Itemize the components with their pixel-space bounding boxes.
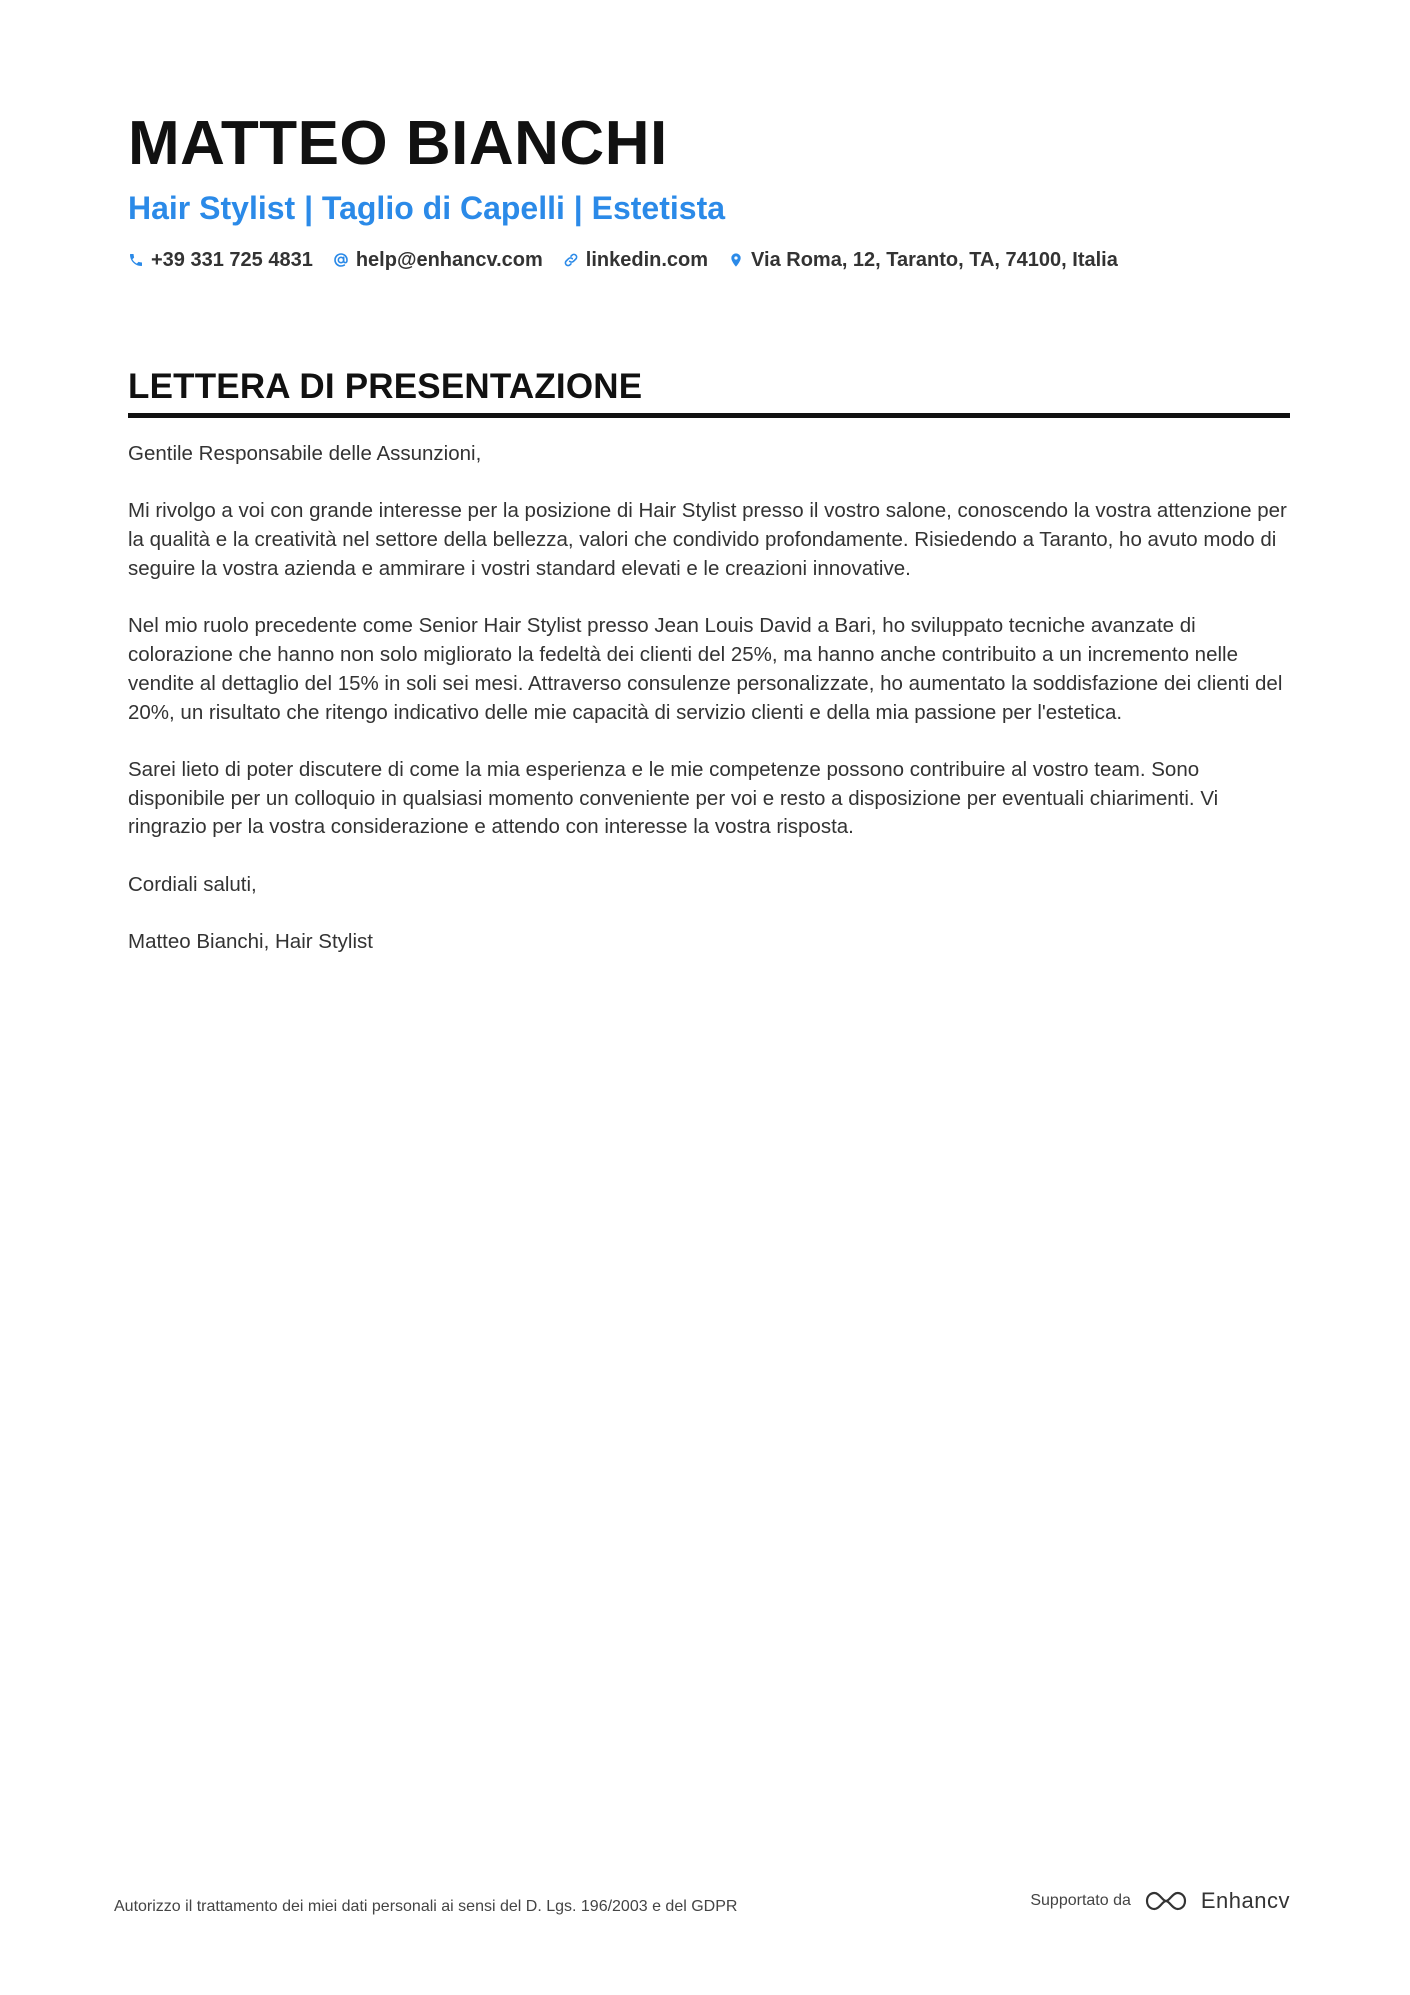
location-pin-icon [728, 252, 744, 268]
contact-bar [128, 246, 1288, 274]
candidate-name: MATTEO BIANCHI [128, 109, 668, 178]
at-sign-icon [333, 252, 349, 268]
linkedin-link: linkedin.com [585, 249, 709, 271]
enhancv-logo-icon [1143, 1888, 1189, 1914]
brand-name: Enhancv [1200, 1888, 1290, 1913]
header [128, 108, 1288, 274]
contact-phone [128, 246, 313, 274]
contact-linkedin[interactable] [563, 246, 708, 274]
phone-icon [128, 252, 144, 268]
powered-by-label: Supportato da [1030, 1892, 1131, 1909]
email-address: help@enhancv.com [355, 249, 543, 271]
letter-signature: Matteo Bianchi, Hair Stylist [128, 930, 373, 954]
contact-address [728, 246, 1118, 274]
footer-consent: Autorizzo il trattamento dei miei dati personali ai sensi del D. Lgs. 196/2003 e del GDPR [114, 1898, 738, 1915]
letter-greeting: Gentile Responsabile delle Assunzioni, [128, 442, 482, 465]
cover-letter-section [128, 365, 1290, 985]
letter-paragraph: Mi rivolgo a voi con grande interesse per la posizione di Hair Stylist presso il vostro salone, conoscendo la vostra attenzione per la qualità e la creatività nel settore della bellezza, valori che condivido profondamente. Risiedendo a Taranto, ho avuto modo di seguire la vostra azienda e ammirare i vostri standard elevati e le creazioni innovative. [128, 499, 1287, 580]
section-divider [128, 413, 1290, 418]
footer-branding[interactable] [1030, 1888, 1290, 1914]
letter-paragraph: Nel mio ruolo precedente come Senior Hair Stylist presso Jean Louis David a Bari, ho sviluppato tecniche avanzate di colorazione che hanno non solo migliorato la fedeltà dei clienti del 25%, ma hanno anche contribuito a un incremento nelle vendite al dettaglio del 15% in soli sei mesi. Attraverso consulenze personalizzate, ho aumentato la soddisfazione dei clienti del 20%, un risultato che ritengo indicativo delle mie capacità di servizio clienti e della mia passione per l'estetica. [128, 614, 1283, 724]
link-icon [563, 252, 579, 268]
candidate-subtitle: Hair Stylist | Taglio di Capelli | Estetista [128, 190, 726, 226]
section-title: LETTERA DI PRESENTAZIONE [128, 367, 643, 406]
letter-closing: Cordiali saluti, [128, 872, 257, 896]
contact-email[interactable] [333, 246, 543, 274]
phone-number: +39 331 725 4831 [151, 249, 313, 271]
letter-paragraph: Sarei lieto di poter discutere di come la mia esperienza e le mie competenze possono contribuire al vostro team. Sono disponibile per un colloquio in qualsiasi momento conveniente per voi e resto a disposizione per eventuali chiarimenti. Vi ringrazio per la vostra considerazione e attendo con interesse la vostra risposta. [128, 757, 1219, 839]
address-text: Via Roma, 12, Taranto, TA, 74100, Italia [751, 249, 1118, 271]
letter-body [128, 440, 1290, 957]
